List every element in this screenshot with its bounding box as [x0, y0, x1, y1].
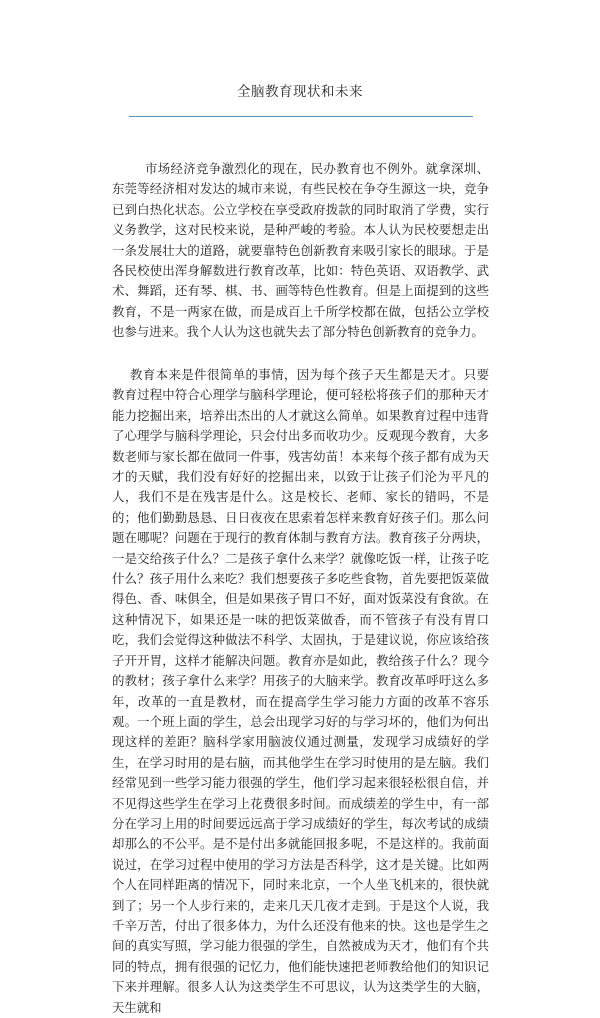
- paragraph-2: [112, 365, 489, 1018]
- paragraph-1-text: 市场经济竞争激烈化的现在，民办教育也不例外。就拿深圳、东莞等经济相对发达的城市来说，有些民校在争夺生源这一块，竞争已到白热化状态。公立学校在享受政府拨款的同时取消了学费，实行义务教学，这对民校来说，是种严峻的考验。本人认为民校要想走出一条发展壮大的道路，就要靠特色创新教育来吸引家长的眼球。于是各民校使出浑身解数进行教育改革，比如：特色英语、双语教学、武术、舞蹈，还有琴、棋、书、画等特色性教育。但是上面提到的这些教育，不是一两家在做，而是成百上千所学校都在做，包括公立学校也参与进来。我个人认为这也就失去了部分特色创新教育的竞争力。: [112, 161, 489, 340]
- paragraph-2-text: 教育本来是件很简单的事情，因为每个孩子天生都是天才。只要教育过程中符合心理学与脑科学理论，便可轻松将孩子们的那种天才能力挖掘出来，培养出杰出的人才就这么简单。如果教育过程中违背了心理学与脑科学理论，只会付出多而收功少。反观现今教育，大多数老师与家长都在做同一件事，残害幼苗！本来每个孩子都有成为天才的天赋，我们没有好好的挖掘出来，以致于让孩子们沦为平凡的人，我们不是在残害是什么。这是校长、老师、家长的错吗，不是的；他们勤勤恳恳、日日夜夜在思索着怎样来教育好孩子们。那么问题在哪呢？问题在于现行的教育体制与教育方法。教育孩子分两块，一是交给孩子什么？二是孩子拿什么来学？就像吃饭一样，让孩子吃什么？孩子用什么来吃？我们想要孩子多吃些食物，首先要把饭菜做得色、香、味俱全，但是如果孩子胃口不好，面对饭菜没有食欲。在这种情况下，如果还是一味的把饭菜做香，而不管孩子有没有胃口吃，我们会觉得这种做法不科学、太固执，于是建议说，你应该给孩子开开胃，这样才能解决问题。教育亦是如此，教给孩子什么？现今的教材；孩子拿什么来学？用孩子的大脑来学。教育改革呼吁这么多年，改革的一直是教材，而在提高学生学习能力方面的改革不容乐观。一个班上面的学生，总会出现学习好的与学习坏的，他们为何出现这样的差距？脑科学家用脑波仪通过测量，发现学习成绩好的学生，在学习时用的是右脑，而其他学生在学习时使用的是左脑。我们经常见到一些学习能力很强的学生，他们学习起来很轻松很自信，并不见得这些学生在学习上花费很多时间。而成绩差的学生中，有一部分在学习上用的时间要远远高于学习成绩好的学生，每次考试的成绩却那么的不公平。是不是付出多就能回报多呢，不是这样的。我前面说过，在学习过程中使用的学习方法是否科学，这才是关键。比如两个人在同样距离的情况下，同时来北京，一个人坐飞机来的，很快就到了；另一个人步行来的，走来几天几夜才走到。于是这个人说，我千辛万苦，付出了很多体力，为什么还没有他来的快。这也是学生之间的真实写照，学习能力很强的学生，自然被成为天才，他们有个共同的特点，拥有很强的记忆力，他们能快速把老师教给他们的知识记下来并理解。很多人认为这类学生不可思议，认为这类学生的大脑，天生就和: [112, 367, 489, 1015]
- title-underline-rule: [129, 116, 473, 117]
- document-title: 全脑教育现状和未来: [237, 84, 363, 100]
- paragraph-1: [112, 159, 489, 343]
